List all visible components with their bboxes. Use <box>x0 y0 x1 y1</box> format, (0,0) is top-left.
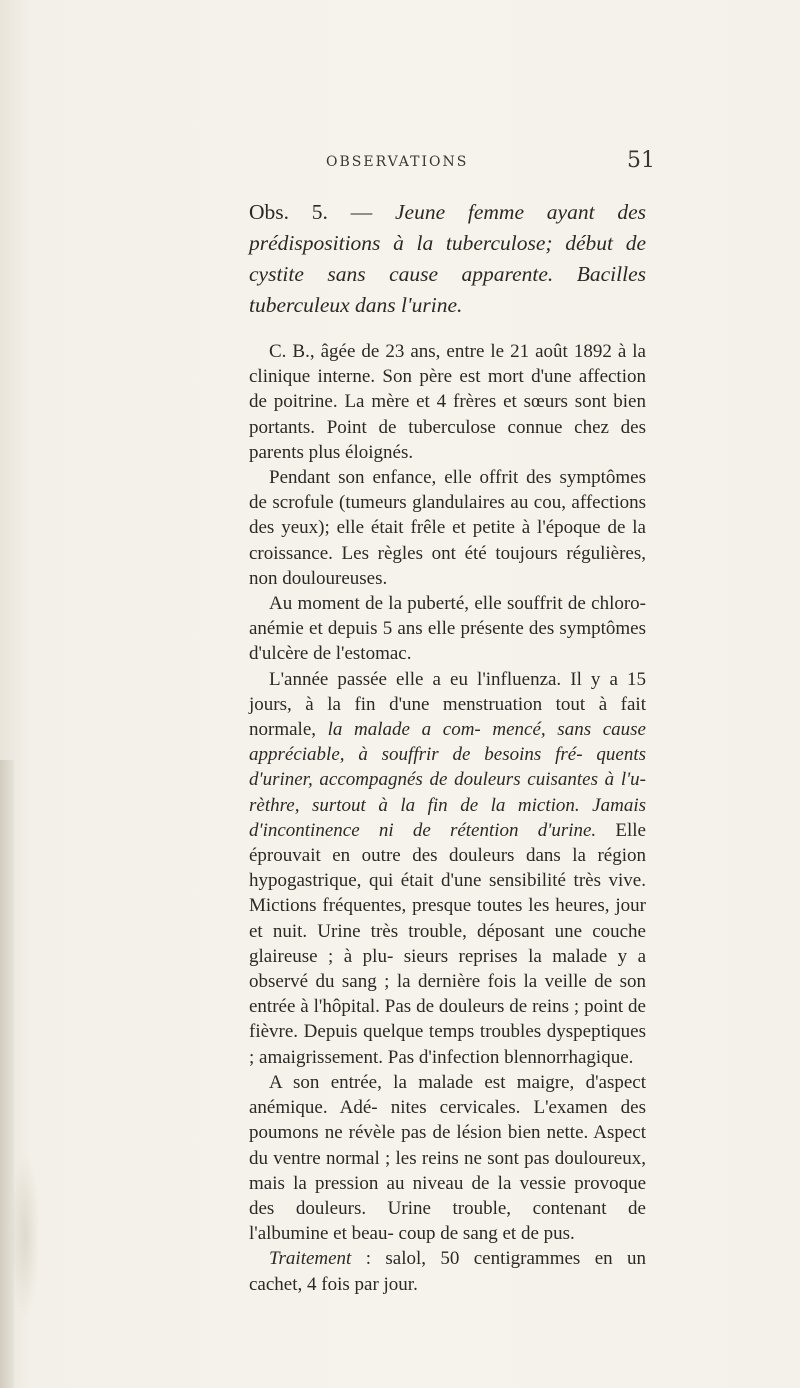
running-header <box>0 148 800 178</box>
page-number: 51 <box>627 148 655 173</box>
observation-heading: Jeune femme ayant des prédispositions à la tuberculose; début de cystite sans cause apparente. Bacilles tuberculeux dans l'urine. <box>249 200 646 317</box>
onset-text-italic: la malade a com- mencé, sans cause appréciable, à souffrir de besoins fré- quents d'uriner, accompagnés de douleurs cuisantes à l'u- rèthre, surtout à la fin de la miction. Jamais d'incontinence ni de rétention d'urine. <box>249 719 646 841</box>
treatment-label: Traitement <box>269 1248 352 1270</box>
onset-text-start: L'année passée elle a eu l'influenza. Il y a 15 jours, à la fin d'une menstruation tout à fait normale, <box>249 668 646 741</box>
paragraph-admission: A son entrée, la malade est maigre, d'aspect anémique. Adé- nites cervicales. L'examen des poumons ne révèle pas de lésion bien nette. Aspect du ventre normal ; les reins ne sont pas douloureux, mais la pression au niveau de la vessie provoque des douleurs. Urine trouble, contenant de l'albumine et beau- coup de sang et de pus. <box>249 1071 646 1245</box>
onset-text-end: Elle éprouvait en outre des douleurs dans la région hypogastrique, qui était d'une sensibilité très vive. Mictions fréquentes, presque toutes les heures, jour et nuit. Urine très trouble, déposant une couche glaireuse ; à plu- sieurs reprises la malade y a observé du sang ; la dernière fois la veille de son entrée à l'hôpital. Pas de douleurs de reins ; point de fièvre. Depuis quelque temps troubles dyspeptiques ; amaigrissement. Pas d'infection blennorrhagique. <box>249 819 646 1068</box>
paragraph-treatment <box>249 1246 646 1296</box>
page-content <box>249 197 646 1297</box>
paragraph-puberty: Au moment de la puberté, elle souffrit de chloro-anémie et depuis 5 ans elle présente des symptômes d'ulcère de l'estomac. <box>249 593 646 665</box>
observation-label: Obs. 5. — <box>249 200 395 224</box>
treatment-text: : salol, 50 centigrammes en un cachet, 4 fois par jour. <box>249 1248 646 1295</box>
paragraph-childhood: Pendant son enfance, elle offrit des symptômes de scrofule (tumeurs glandulaires au cou, affections des yeux); elle était frêle et petite à l'époque de la croissance. Les règles ont été toujours régulières, non douloureuses. <box>249 467 646 589</box>
paragraph-onset <box>249 667 646 1070</box>
paragraph-history: C. B., âgée de 23 ans, entre le 21 août 1892 à la clinique interne. Son père est mort d'une affection de poitrine. La mère et 4 frères et sœurs sont bien portants. Point de tuberculose connue chez des parents plus éloignés. <box>249 341 646 463</box>
paper-stain <box>10 1150 40 1320</box>
running-title: OBSERVATIONS <box>326 154 469 170</box>
observation-title <box>249 197 646 321</box>
